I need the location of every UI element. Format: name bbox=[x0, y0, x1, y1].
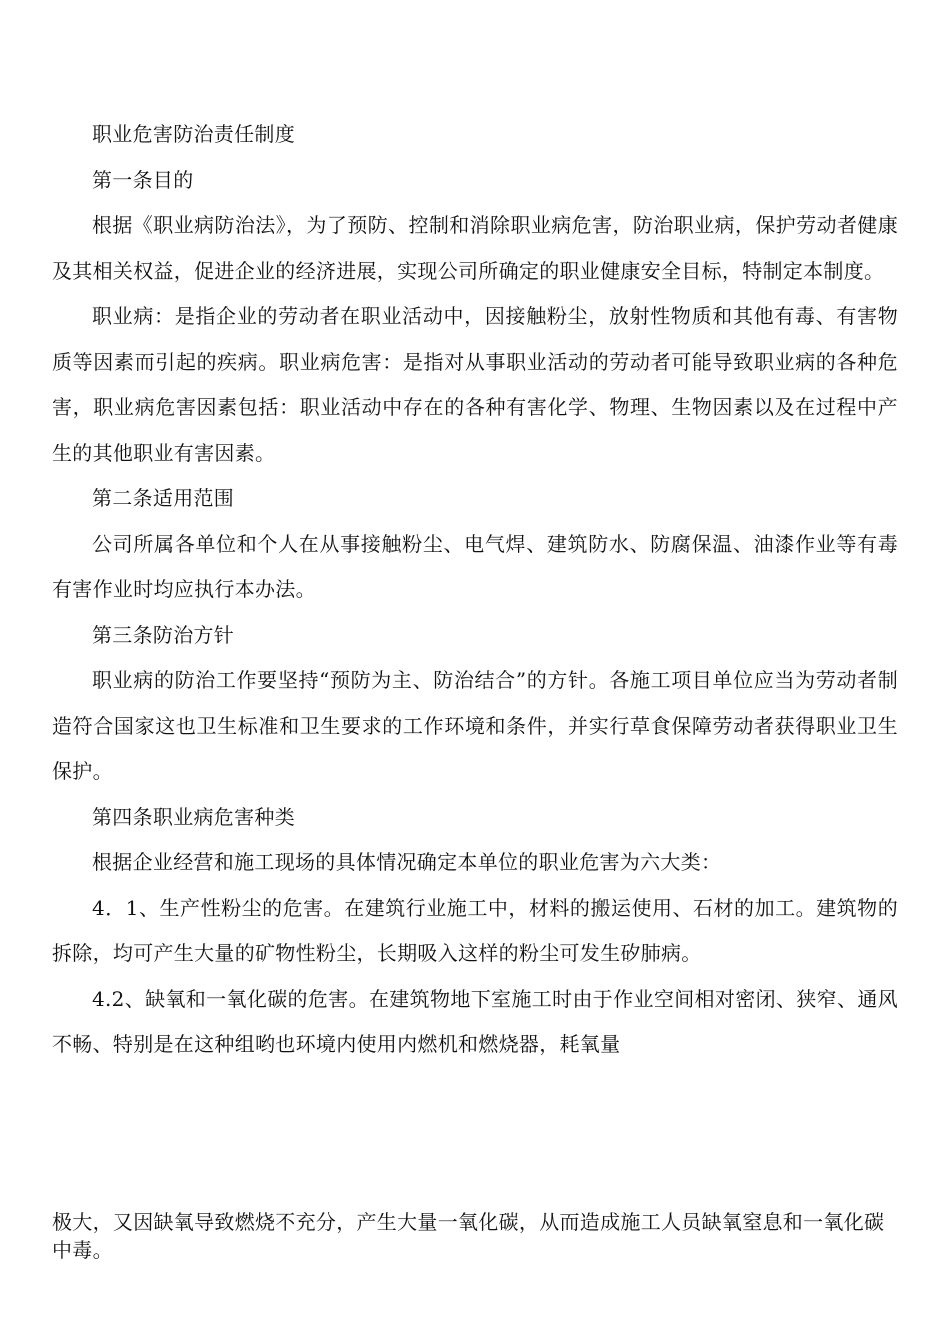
continuation-text: 极大，又因缺氧导致燃烧不充分，产生大量一氧化碳，从而造成施工人员缺氧窒息和一氧化碳中毒。 bbox=[52, 1210, 885, 1262]
article-2-paragraph: 公司所属各单位和个人在从事接触粉尘、电气焊、建筑防水、防腐保温、油漆作业等有毒有害作业时均应执行本办法。 bbox=[52, 531, 898, 601]
article-1-paragraph-definition: 职业病：是指企业的劳动者在职业活动中，因接触粉尘，放射性物质和其他有毒、有害物质等因素而引起的疾病。职业病危害：是指对从事职业活动的劳动者可能导致职业病的各种危害，职业病危害因素包括：职业活动中存在的各种有害化学、物理、生物因素以及在过程中产生的其他职业有害因素。 bbox=[52, 304, 898, 465]
article-4-heading: 第四条职业病危害种类 bbox=[92, 804, 295, 829]
document-title: 职业危害防治责任制度 bbox=[92, 122, 295, 146]
article-4-item-2: 4.2、缺氧和一氧化碳的危害。在建筑物地下室施工时由于作业空间相对密闭、狭窄、通风不畅、特别是在这种组哟也环境内使用内燃机和燃烧器，耗氧量 bbox=[52, 986, 898, 1056]
article-2-heading: 第二条适用范围 bbox=[92, 486, 235, 510]
article-4-item-1: 4．1、生产性粉尘的危害。在建筑行业施工中，材料的搬运使用、石材的加工。建筑物的拆除，均可产生大量的矿物性粉尘，长期吸入这样的粉尘可发生矽肺病。 bbox=[52, 895, 898, 965]
continuation-block bbox=[52, 1208, 898, 1264]
article-3-heading: 第三条防治方针 bbox=[92, 622, 235, 647]
document-body bbox=[52, 112, 898, 1068]
article-1-heading: 第一条目的 bbox=[92, 167, 194, 192]
article-4-intro: 根据企业经营和施工现场的具体情况确定本单位的职业危害为六大类： bbox=[92, 850, 722, 874]
article-1-paragraph-purpose: 根据《职业病防治法》，为了预防、控制和消除职业病危害，防治职业病，保护劳动者健康及其相关权益，促进企业的经济进展，实现公司所确定的职业健康安全目标，特制定本制度。 bbox=[52, 213, 898, 283]
article-3-paragraph: 职业病的防治工作要坚持“预防为主、防治结合”的方针。各施工项目单位应当为劳动者制造符合国家这也卫生标准和卫生要求的工作环境和条件，并实行草食保障劳动者获得职业卫生保护。 bbox=[52, 668, 898, 783]
